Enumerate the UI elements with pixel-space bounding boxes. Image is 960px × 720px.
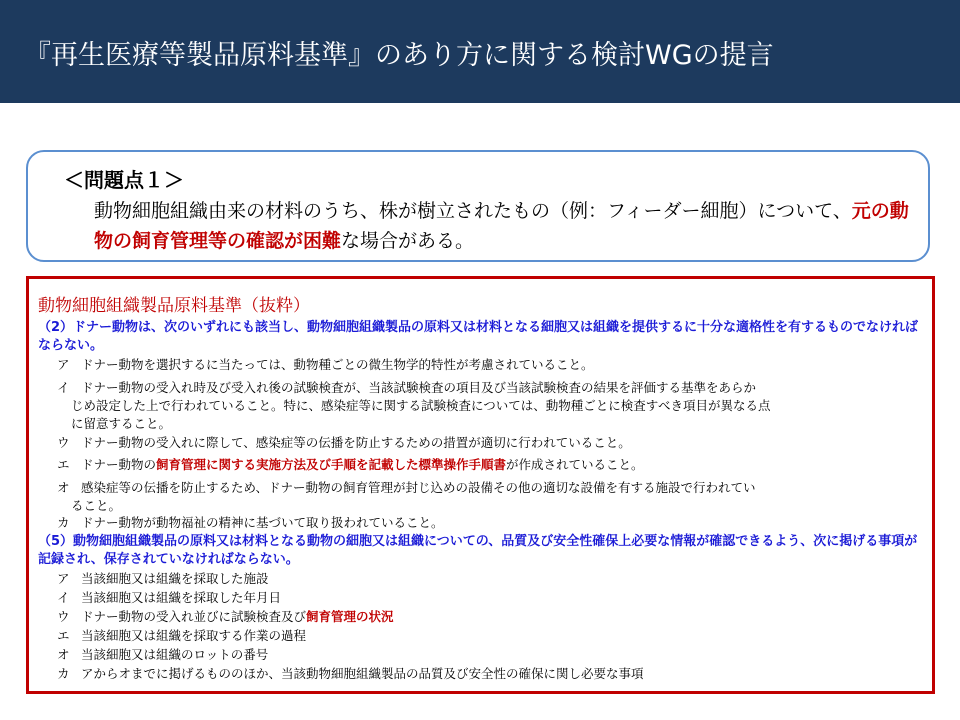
item-5-u bbox=[57, 608, 917, 626]
item-label: エ bbox=[57, 628, 70, 643]
item-text-after: が作成されていること。 bbox=[506, 457, 644, 472]
item-label: イ bbox=[57, 590, 70, 605]
item-label: エ bbox=[57, 457, 70, 472]
item-text: 当該細胞又は組織を採取した施設 bbox=[81, 571, 269, 586]
item-2-u bbox=[57, 434, 917, 452]
item-2-a bbox=[57, 356, 917, 374]
item-5-a bbox=[57, 570, 917, 588]
item-label: ウ bbox=[57, 609, 70, 624]
item-text: ドナー動物の受入れに際して、感染症等の伝播を防止するための措置が適切に行われていること。 bbox=[81, 435, 631, 450]
item-text-cont: ること。 bbox=[71, 498, 122, 513]
item-2-o bbox=[57, 479, 917, 515]
problem-box bbox=[26, 150, 930, 262]
item-5-o bbox=[57, 646, 917, 664]
item-2-i bbox=[57, 379, 917, 433]
item-5-i bbox=[57, 589, 917, 607]
item-text: 当該細胞又は組織を採取した年月日 bbox=[81, 590, 282, 605]
title-bar bbox=[0, 0, 960, 103]
item-label: ウ bbox=[57, 435, 70, 450]
problem-text-before: 動物細胞組織由来の材料のうち、株が樹立されたもの（例：フィーダー細胞）について、 bbox=[94, 200, 852, 222]
item-text: ドナー動物の受入れ時及び受入れ後の試験検査が、当該試験検査の項目及び当該試験検査の結果を評価する基準をあらか bbox=[81, 380, 757, 395]
item-highlight: 飼育管理に関する実施方法及び手順を記載した標準操作手順書 bbox=[156, 457, 507, 472]
item-text: 感染症等の伝播を防止するため、ドナー動物の飼育管理が封じ込めの設備その他の適切な設備を有する施設で行われてい bbox=[81, 480, 756, 495]
problem-text bbox=[94, 196, 924, 256]
item-label: カ bbox=[57, 515, 70, 530]
problem-text-after: な場合がある。 bbox=[341, 230, 475, 252]
item-label: ア bbox=[57, 571, 70, 586]
item-text: アからオまでに掲げるもののほか、当該動物細胞組織製品の品質及び安全性の確保に関し必要な事項 bbox=[81, 666, 644, 681]
item-text-cont2: に留意すること。 bbox=[71, 416, 172, 431]
item-2-ka bbox=[57, 514, 917, 532]
item-text-cont: じめ設定した上で行われていること。特に、感染症等に関する試験検査については、動物種ごとに検査すべき項目が異なる点 bbox=[71, 398, 771, 413]
item-text: 当該細胞又は組織のロットの番号 bbox=[81, 647, 269, 662]
item-highlight: 飼育管理の状況 bbox=[306, 609, 394, 624]
item-5-ka bbox=[57, 665, 917, 683]
item-text-before: ドナー動物の受入れ並びに試験検査及び bbox=[81, 609, 307, 624]
slide-title: 『再生医療等製品原料基準』のあり方に関する検討WGの提言 bbox=[24, 40, 774, 71]
item-label: カ bbox=[57, 666, 70, 681]
item-text: 当該細胞又は組織を採取する作業の過程 bbox=[81, 628, 307, 643]
item-label: オ bbox=[57, 647, 70, 662]
item-label: イ bbox=[57, 380, 70, 395]
item-label: オ bbox=[57, 480, 70, 495]
item-label: ア bbox=[57, 357, 70, 372]
item-text-before: ドナー動物の bbox=[81, 457, 157, 472]
paragraph-5: （5）動物細胞組織製品の原料又は材料となる動物の細胞又は組織についての、品質及び安全性確保上必要な情報が確認できるよう、次に掲げる事項が記録され、保存されていなければならない。 bbox=[38, 534, 918, 567]
item-text: ドナー動物を選択するに当たっては、動物種ごとの微生物学的特性が考慮されていること。 bbox=[81, 357, 594, 372]
item-5-e bbox=[57, 627, 917, 645]
problem-heading: ＜問題点１＞ bbox=[64, 168, 184, 192]
item-2-e bbox=[57, 456, 917, 474]
excerpt-heading: 動物細胞組織製品原料基準（抜粋） bbox=[38, 296, 310, 316]
paragraph-2: （2）ドナー動物は、次のいずれにも該当し、動物細胞組織製品の原料又は材料となる細胞又は組織を提供するに十分な適格性を有するものでなければならない。 bbox=[38, 320, 919, 353]
problem-highlight: 元の動物の飼育管理等の確認が困難 bbox=[94, 200, 909, 252]
item-text: ドナー動物が動物福祉の精神に基づいて取り扱われていること。 bbox=[81, 515, 444, 530]
excerpt-box bbox=[26, 276, 935, 694]
